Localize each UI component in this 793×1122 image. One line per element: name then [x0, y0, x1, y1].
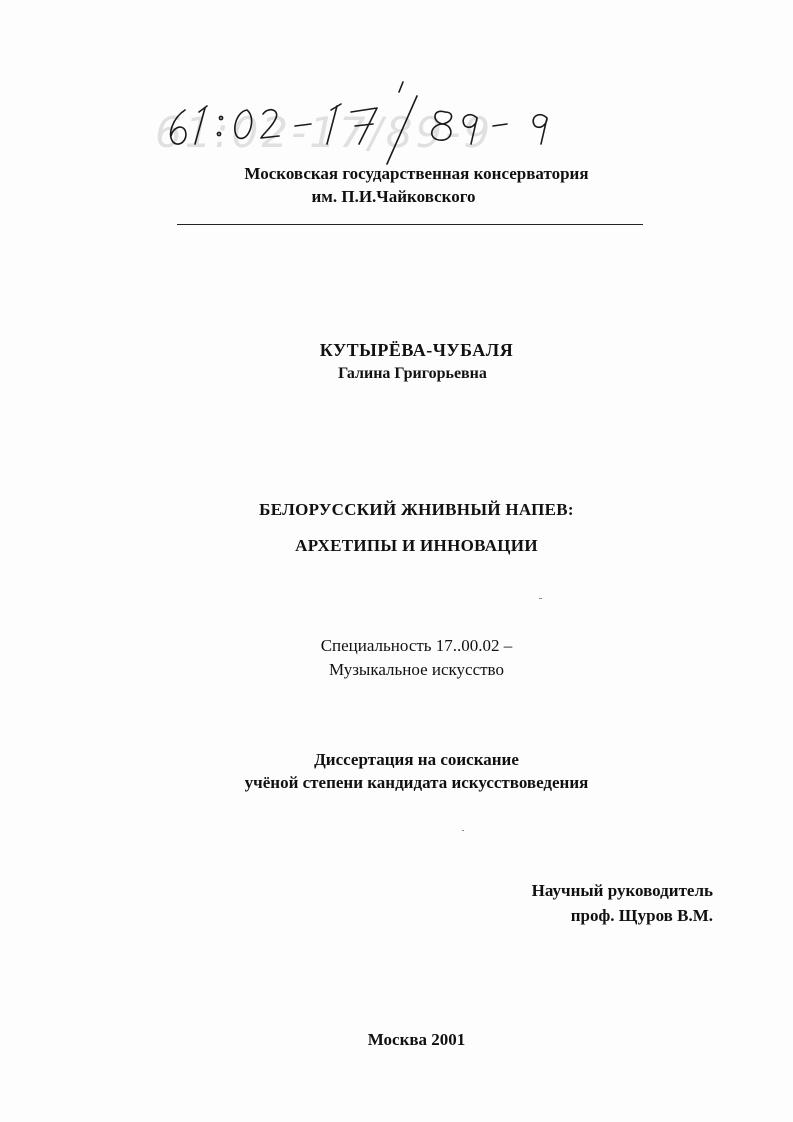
header-divider: [177, 224, 643, 225]
author-block: [20, 338, 793, 386]
specialty-code: Специальность 17..00.02 –: [320, 636, 513, 655]
title-line-1: БЕЛОРУССКИЙ ЖНИВНЫЙ НАПЕВ:: [259, 500, 574, 519]
supervisor-block: [532, 878, 713, 928]
institution-named-after: им. П.И.Чайковского: [311, 187, 476, 206]
institution-block: [20, 162, 793, 208]
specialty-block: [20, 634, 793, 682]
supervisor-role: Научный руководитель: [531, 881, 713, 900]
scan-speck: [539, 598, 542, 599]
institution-name: Московская государственная консерватория: [244, 164, 589, 183]
place-and-year: Москва 2001: [367, 1030, 466, 1049]
degree-line-1: Диссертация на соискание: [314, 750, 519, 769]
dissertation-title: [20, 492, 793, 564]
degree-line-2: учёной степени кандидата искусствоведения: [244, 773, 589, 792]
scan-speck: [462, 830, 464, 831]
degree-block: [20, 748, 793, 794]
specialty-field: Музыкальное искусство: [329, 660, 504, 679]
supervisor-name: проф. Щуров В.М.: [570, 906, 713, 925]
handwritten-text: 61:02-17/89-9: [155, 108, 494, 157]
title-line-2: АРХЕТИПЫ И ИННОВАЦИИ: [295, 536, 538, 555]
handwritten-registration-number: [155, 78, 595, 168]
author-surname: КУТЫРЁВА-ЧУБАЛЯ: [319, 340, 514, 360]
author-given-names: Галина Григорьевна: [338, 365, 487, 382]
